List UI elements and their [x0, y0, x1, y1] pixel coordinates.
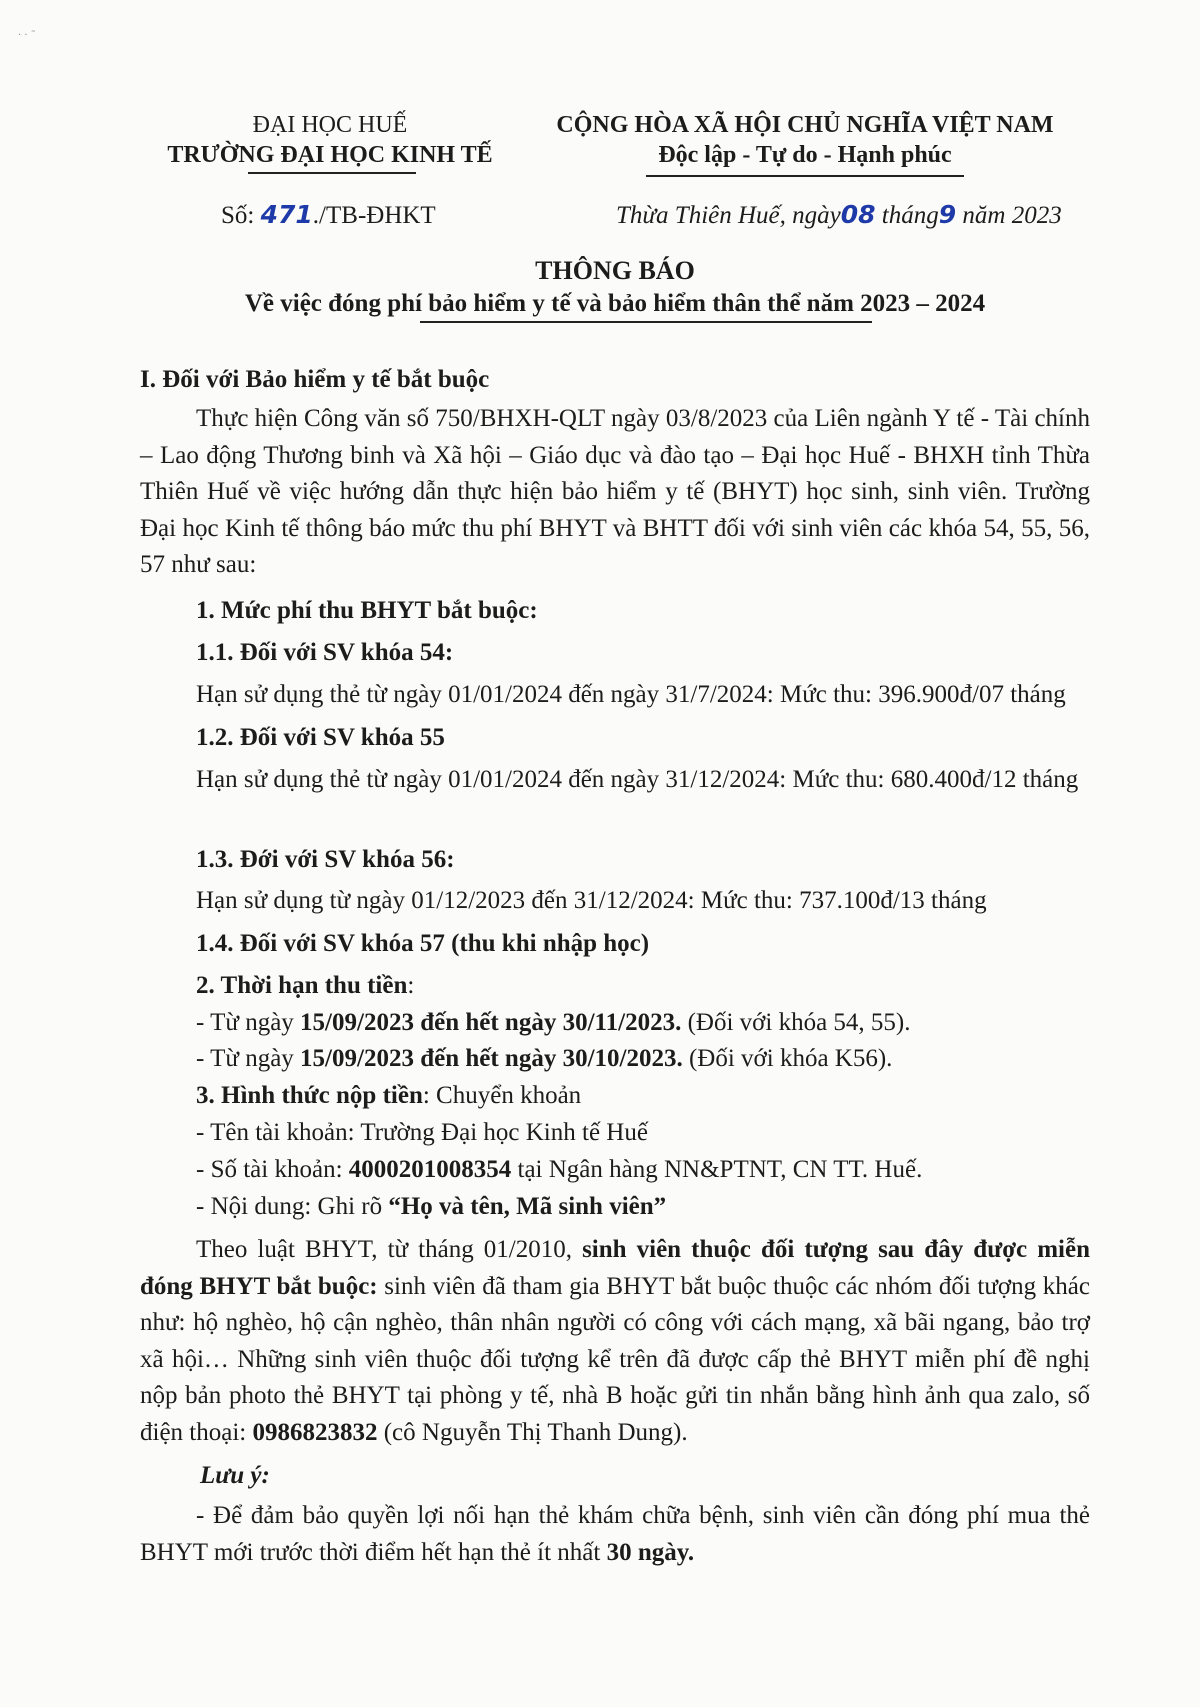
payment-value: : Chuyển khoản	[422, 1082, 582, 1109]
k54-text: Hạn sử dụng thẻ từ ngày 01/01/2024 đến ngày 31/7/2024: Mức thu: 396.900đ/07 tháng	[196, 681, 1066, 708]
k57-heading: 1.4. Đối với SV khóa 57 (thu khi nhập học)	[196, 930, 650, 957]
deadline2-dates: 15/09/2023 đến hết ngày 30/10/2023.	[300, 1045, 683, 1072]
deadline1-note: (Đối với khóa 54, 55).	[681, 1009, 911, 1036]
contact-phone: 0986823832	[252, 1418, 378, 1446]
org-underline	[248, 172, 416, 174]
account-name: - Tên tài khoản: Trường Đại học Kinh tế Huế	[196, 1119, 648, 1146]
k54-heading: 1.1. Đối với SV khóa 54:	[196, 639, 454, 666]
doc-number-prefix: Số:	[221, 202, 261, 229]
date-prefix: Thừa Thiên Huế, ngày	[616, 202, 841, 229]
note-paragraph	[140, 1498, 1090, 1571]
law-intro: Theo luật BHYT, từ tháng 01/2010,	[196, 1236, 583, 1263]
document-title: THÔNG BÁO	[535, 256, 695, 285]
deadline-heading-colon: :	[407, 972, 415, 999]
national-motto: Độc lập - Tự do - Hạnh phúc	[658, 142, 952, 168]
account-bank: tại Ngân hàng NN&PTNT, CN TT. Huế.	[511, 1156, 923, 1183]
fee-heading: 1. Mức phí thu BHYT bắt buộc:	[196, 597, 538, 624]
doc-number-handwritten: 471	[260, 200, 313, 229]
note-days: 30 ngày.	[606, 1538, 695, 1566]
deadline2-pre: - Từ ngày	[196, 1045, 301, 1072]
date-month-handwritten: 9	[938, 200, 957, 229]
motto-underline	[646, 175, 964, 177]
deadline1-pre: - Từ ngày	[196, 1009, 301, 1036]
deadline-item-2	[196, 1045, 892, 1073]
deadline2-note: (Đối với khóa K56).	[682, 1045, 893, 1072]
account-no-label: - Số tài khoản:	[196, 1156, 349, 1183]
content-value: “Họ và tên, Mã sinh viên”	[388, 1193, 667, 1220]
org-name: TRƯỜNG ĐẠI HỌC KINH TẾ	[167, 142, 493, 168]
subtitle-underline	[420, 321, 872, 323]
deadline-heading-label: 2. Thời hạn thu tiền	[196, 972, 408, 999]
k55-text: Hạn sử dụng thẻ từ ngày 01/01/2024 đến ngày 31/12/2024: Mức thu: 680.400đ/12 tháng	[196, 766, 1079, 793]
org-parent: ĐẠI HỌC HUẾ	[252, 112, 408, 138]
date-suffix: năm 2023	[956, 202, 1062, 229]
k55-heading: 1.2. Đối với SV khóa 55	[196, 724, 445, 751]
account-number	[196, 1156, 922, 1184]
payment-heading: 3. Hình thức nộp tiền	[196, 1082, 423, 1109]
law-details: sinh viên đã tham gia BHYT bắt buộc thuộc các nhóm đối tượng khác như: hộ nghèo, hộ cận nghèo, thân nhân người có công với cách mạng, xã bãi ngang, bảo trợ xã hội… Những sinh viên thuộc đối tượng kể trên đã được cấp thẻ BHYT miễn phí đề nghị nộp bản photo thẻ BHYT tại phòng y tế, nhà B hoặc gửi tin nhắn bằng hình ảnh qua zalo, số điện thoại:	[140, 1272, 1090, 1446]
date-mid: tháng	[875, 202, 939, 229]
contact-person: (cô Nguyễn Thị Thanh Dung).	[377, 1418, 688, 1446]
date-day-handwritten: 08	[840, 200, 876, 229]
nation-name: CỘNG HÒA XÃ HỘI CHỦ NGHĨA VIỆT NAM	[556, 112, 1054, 138]
content-label: - Nội dung: Ghi rõ	[196, 1193, 389, 1220]
document-date	[616, 200, 1062, 230]
note-text: - Để đảm bảo quyền lợi nối hạn thẻ khám chữa bệnh, sinh viên cần đóng phí mua thẻ BHYT mới trước thời điểm hết hạn thẻ ít nhất	[140, 1502, 1090, 1566]
payment-method	[196, 1082, 581, 1110]
section-heading: I. Đối với Bảo hiểm y tế bắt buộc	[140, 366, 490, 393]
law-exemption: sinh viên thuộc đối tượng sau đây được miễn đóng BHYT bắt buộc:	[140, 1236, 1090, 1300]
k56-text: Hạn sử dụng từ ngày 01/12/2023 đến 31/12/2024: Mức thu: 737.100đ/13 tháng	[196, 887, 987, 914]
deadline1-dates: 15/09/2023 đến hết ngày 30/11/2023.	[300, 1009, 682, 1036]
scan-artifact: · · ˜	[18, 30, 36, 41]
exemption-paragraph	[140, 1232, 1090, 1451]
deadline-heading	[196, 972, 414, 1000]
document-number	[221, 200, 436, 230]
note-heading: Lưu ý:	[200, 1462, 270, 1489]
deadline-item-1	[196, 1009, 911, 1037]
transfer-content	[196, 1193, 666, 1221]
k56-heading: 1.3. Đới với SV khóa 56:	[196, 846, 455, 873]
intro-paragraph: Thực hiện Công văn số 750/BHXH-QLT ngày 03/8/2023 của Liên ngành Y tế - Tài chính – Lao động Thương binh và Xã hội – Giáo dục và đào tạo – Đại học Huế - BHXH tỉnh Thừa Thiên Huế về việc hướng dẫn thực hiện bảo hiểm y tế (BHYT) học sinh, sinh viên. Trường Đại học Kinh tế thông báo mức thu phí BHYT và BHTT đối với sinh viên các khóa 54, 55, 56, 57 như sau:	[140, 405, 1090, 578]
document-subtitle: Về việc đóng phí bảo hiểm y tế và bảo hiểm thân thể năm 2023 – 2024	[244, 290, 986, 317]
account-no-value: 4000201008354	[348, 1156, 512, 1183]
doc-number-suffix: ./TB-ĐHKT	[312, 202, 436, 229]
